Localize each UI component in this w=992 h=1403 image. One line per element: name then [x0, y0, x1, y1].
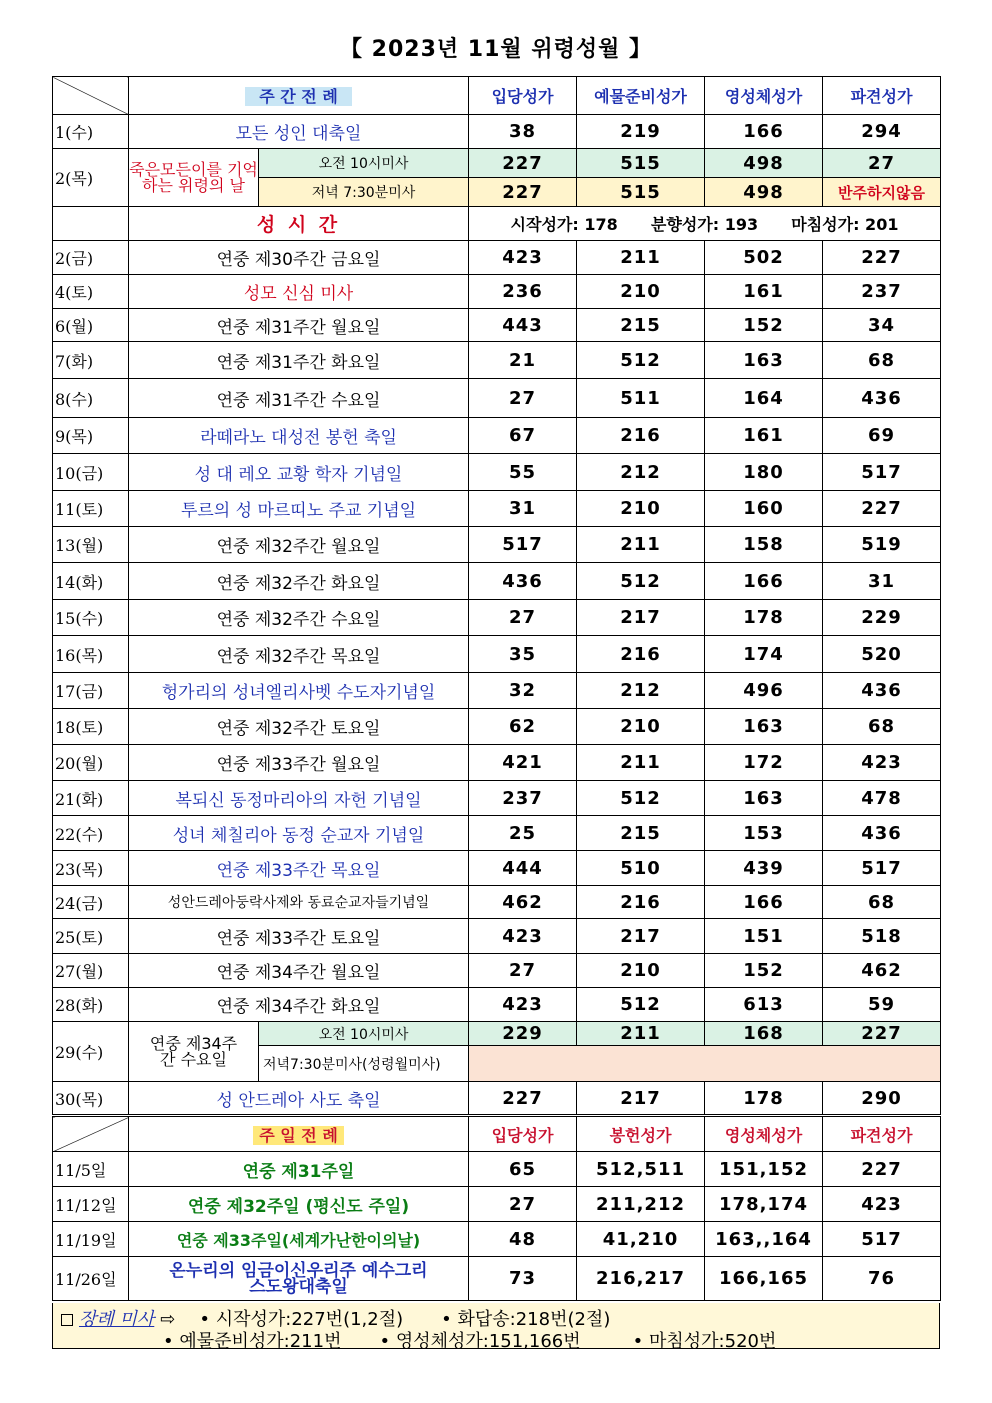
sunday-row [53, 1222, 941, 1257]
row-value: 161 [705, 275, 823, 309]
row-value: 227 [823, 491, 941, 527]
table-row [53, 527, 941, 563]
row-value: 512 [577, 563, 705, 600]
row-value: 290 [823, 1082, 941, 1116]
row-value: 166 [705, 563, 823, 600]
row-value: 443 [469, 309, 577, 342]
row-value: 69 [823, 418, 941, 454]
row-value: 38 [469, 115, 577, 149]
row-liturgy: 연중 제32주간 수요일 [129, 600, 469, 636]
row-value: 163,,164 [705, 1222, 823, 1257]
row-value: 227 [823, 241, 941, 275]
row-date: 30(목) [53, 1082, 129, 1116]
row-value: 76 [823, 1257, 941, 1301]
row-value: 478 [823, 781, 941, 816]
row-date: 11/12일 [53, 1187, 129, 1222]
row-value: 163 [705, 709, 823, 745]
row-liturgy: 헝가리의 성녀엘리사벳 수도자기념일 [129, 673, 469, 709]
row-value: 512 [577, 342, 705, 379]
header-corner [53, 77, 129, 115]
row-date: 25(토) [53, 919, 129, 954]
row-value: 229 [823, 600, 941, 636]
row-date: 23(목) [53, 851, 129, 886]
row-value: 27 [469, 600, 577, 636]
row-date: 9(목) [53, 418, 129, 454]
table-row [53, 1082, 941, 1116]
row-liturgy: 복되신 동정마리아의 자헌 기념일 [129, 781, 469, 816]
row-value: 216 [577, 886, 705, 919]
row-liturgy: 연중 제32주간 목요일 [129, 636, 469, 673]
table-row [53, 342, 941, 379]
row-date: 8(수) [53, 379, 129, 418]
header-corner [53, 1116, 129, 1152]
sunday-col-header: 영성체성가 [705, 1116, 823, 1152]
row-value: 67 [469, 418, 577, 454]
row-value: 210 [577, 954, 705, 988]
row-value: 68 [823, 886, 941, 919]
row-date: 20(월) [53, 745, 129, 781]
row-value: 168 [705, 1022, 823, 1046]
table-row [53, 816, 941, 851]
empty-cell [469, 1046, 941, 1082]
row-value: 496 [705, 673, 823, 709]
sunday-col-header: 파견성가 [823, 1116, 941, 1152]
page-title: 【 2023년 11월 위령성월 】 [340, 37, 652, 62]
row-value: 25 [469, 816, 577, 851]
row-liturgy: 연중 제31주일 [129, 1152, 469, 1187]
sunday-row [53, 1152, 941, 1187]
row-liturgy: 연중 제30주간 금요일 [129, 241, 469, 275]
row-value: 166 [705, 886, 823, 919]
row-value: 73 [469, 1257, 577, 1301]
table-row [53, 275, 941, 309]
row-value: 174 [705, 636, 823, 673]
row-value: 151 [705, 919, 823, 954]
holy-hour-incense: 분향성가: 193 [650, 215, 759, 234]
funeral-item: • 마침성가:520번 [632, 1331, 777, 1352]
funeral-item: • 영성체성가:151,166번 [379, 1331, 581, 1352]
row-date: 29(수) [53, 1022, 129, 1082]
row-liturgy: 연중 제33주일(세계가난한이의날) [129, 1222, 469, 1257]
row-value: 34 [823, 309, 941, 342]
row-value: 211 [577, 527, 705, 563]
row-value: 227 [469, 149, 577, 178]
row-liturgy: 연중 제34주간 화요일 [129, 988, 469, 1022]
row-liturgy: 온누리의 임금이신우리주 예수그리스도왕대축일 [129, 1257, 469, 1301]
row-value: 219 [577, 115, 705, 149]
row-liturgy: 성 대 레오 교황 학자 기념일 [129, 454, 469, 491]
row-value: 180 [705, 454, 823, 491]
row-date: 13(월) [53, 527, 129, 563]
row-value: 423 [823, 1187, 941, 1222]
row-value: 59 [823, 988, 941, 1022]
row-value: 212 [577, 673, 705, 709]
row-value: 227 [469, 1082, 577, 1116]
row-value: 462 [823, 954, 941, 988]
row-value: 163 [705, 781, 823, 816]
table-row [53, 241, 941, 275]
sunday-row [53, 1187, 941, 1222]
row-date: 4(토) [53, 275, 129, 309]
row-date: 6(월) [53, 309, 129, 342]
row-value: 21 [469, 342, 577, 379]
row-value: 227 [469, 178, 577, 207]
row-date: 24(금) [53, 886, 129, 919]
row-value: 511 [577, 379, 705, 418]
row-value: 211 [577, 241, 705, 275]
row-value: 166,165 [705, 1257, 823, 1301]
row-value: 423 [823, 745, 941, 781]
row-value: 510 [577, 851, 705, 886]
row-value: 68 [823, 709, 941, 745]
row-value: 236 [469, 275, 577, 309]
row-date: 17(금) [53, 673, 129, 709]
row-value: 436 [469, 563, 577, 600]
row-value: 613 [705, 988, 823, 1022]
row-value: 512,511 [577, 1152, 705, 1187]
table-row [53, 563, 941, 600]
row-liturgy: 성안드레아둥락사제와 동료순교자들기념일 [129, 886, 469, 919]
table-row [53, 379, 941, 418]
row-value: 229 [469, 1022, 577, 1046]
row-value: 31 [469, 491, 577, 527]
row-liturgy: 연중 제34주간 월요일 [129, 954, 469, 988]
row-value: 436 [823, 379, 941, 418]
row-value: 217 [577, 919, 705, 954]
funeral-mass-link[interactable]: 장례 미사 [79, 1309, 155, 1330]
row-date: 16(목) [53, 636, 129, 673]
row-value: 515 [577, 149, 705, 178]
holy-hour-start: 시작성가: 178 [510, 215, 618, 234]
funeral-item: • 예물준비성가:211번 [163, 1331, 342, 1352]
row-value: 163 [705, 342, 823, 379]
table-row [53, 954, 941, 988]
row-value: 27 [469, 954, 577, 988]
row-value: 152 [705, 309, 823, 342]
row-date: 2(금) [53, 241, 129, 275]
row-value: 423 [469, 919, 577, 954]
table-row [53, 491, 941, 527]
row-value: 518 [823, 919, 941, 954]
table-row [53, 600, 941, 636]
row-liturgy: 성녀 체칠리아 동정 순교자 기념일 [129, 816, 469, 851]
table-row [53, 418, 941, 454]
row-value: 227 [823, 1022, 941, 1046]
row-value: 48 [469, 1222, 577, 1257]
row-value: 41,210 [577, 1222, 705, 1257]
row-date: 21(화) [53, 781, 129, 816]
row-date: 14(화) [53, 563, 129, 600]
row-date: 15(수) [53, 600, 129, 636]
row-value: 158 [705, 527, 823, 563]
row-value: 215 [577, 816, 705, 851]
row-value: 439 [705, 851, 823, 886]
weekday-header-label: 주 간 전 례 [245, 87, 352, 106]
row-value: 216 [577, 418, 705, 454]
row-value: 227 [823, 1152, 941, 1187]
table-row [53, 886, 941, 919]
sunday-col-header: 입당성가 [469, 1116, 577, 1152]
row-value: 515 [577, 178, 705, 207]
row-value: 62 [469, 709, 577, 745]
row-value: 423 [469, 241, 577, 275]
row-value: 65 [469, 1152, 577, 1187]
row-value: 517 [823, 454, 941, 491]
row-liturgy: 연중 제32주간 화요일 [129, 563, 469, 600]
row-value: 502 [705, 241, 823, 275]
mass-label: 저녁7:30분미사(성령월미사) [259, 1046, 469, 1082]
row-value: 31 [823, 563, 941, 600]
row-date: 11(토) [53, 491, 129, 527]
row-value: 462 [469, 886, 577, 919]
schedule-table [52, 76, 941, 1301]
row-value: 237 [469, 781, 577, 816]
table-row [53, 851, 941, 886]
row-liturgy: 연중 제32주간 토요일 [129, 709, 469, 745]
row-value: 215 [577, 309, 705, 342]
col-recessional: 파견성가 [823, 77, 941, 115]
row-liturgy: 연중 제33주간 목요일 [129, 851, 469, 886]
row-value: 164 [705, 379, 823, 418]
row-liturgy: 연중 제31주간 월요일 [129, 309, 469, 342]
row-value: 211 [577, 1022, 705, 1046]
mass-label: 오전 10시미사 [259, 149, 469, 178]
row-liturgy: 연중 제34주간 수요일 [129, 1022, 259, 1082]
sunday-col-header: 봉헌성가 [577, 1116, 705, 1152]
row-value: 498 [705, 178, 823, 207]
funeral-mass-note [52, 1303, 940, 1352]
row-value: 519 [823, 527, 941, 563]
row-value: 55 [469, 454, 577, 491]
row-value: 498 [705, 149, 823, 178]
row-value: 517 [469, 527, 577, 563]
row-value: 512 [577, 781, 705, 816]
row-value: 27 [469, 1187, 577, 1222]
row-value: 517 [823, 851, 941, 886]
table-row [53, 781, 941, 816]
row-value: 512 [577, 988, 705, 1022]
col-offertory: 예물준비성가 [577, 77, 705, 115]
col-communion: 영성체성가 [705, 77, 823, 115]
row-liturgy: 성모 신심 미사 [129, 275, 469, 309]
row-value: 178,174 [705, 1187, 823, 1222]
row-date: 11/5일 [53, 1152, 129, 1187]
table-row [53, 745, 941, 781]
row-date: 18(토) [53, 709, 129, 745]
table-row [53, 309, 941, 342]
row-date: 27(월) [53, 954, 129, 988]
row-value: 436 [823, 816, 941, 851]
row-value: 212 [577, 454, 705, 491]
checkbox-icon [61, 1314, 73, 1326]
row-liturgy: 모든 성인 대축일 [129, 115, 469, 149]
accompaniment-note: 반주하지않음 [823, 178, 941, 207]
table-row [53, 709, 941, 745]
row-value: 152 [705, 954, 823, 988]
row-value: 160 [705, 491, 823, 527]
row-value: 217 [577, 600, 705, 636]
sunday-header-row [53, 1116, 941, 1152]
table-row [53, 149, 941, 178]
row-value: 217 [577, 1082, 705, 1116]
row-date: 11/26일 [53, 1257, 129, 1301]
table-row [53, 988, 941, 1022]
row-value: 153 [705, 816, 823, 851]
row-date: 2(목) [53, 149, 129, 207]
mass-label: 오전 10시미사 [259, 1022, 469, 1046]
row-date: 1(수) [53, 115, 129, 149]
mass-label: 저녁 7:30분미사 [259, 178, 469, 207]
row-value: 423 [469, 988, 577, 1022]
row-value: 178 [705, 1082, 823, 1116]
holy-hour-end: 마침성가: 201 [791, 215, 899, 234]
table-row [53, 1022, 941, 1046]
row-value: 32 [469, 673, 577, 709]
row-value: 517 [823, 1222, 941, 1257]
row-date: 11/19일 [53, 1222, 129, 1257]
funeral-item: • 화답송:218번(2절) [441, 1309, 611, 1330]
sunday-header-label: 주 일 전 례 [253, 1126, 344, 1145]
table-row [53, 115, 941, 149]
row-liturgy: 연중 제31주간 화요일 [129, 342, 469, 379]
row-value: 166 [705, 115, 823, 149]
row-liturgy: 연중 제32주일 (평신도 주일) [129, 1187, 469, 1222]
table-row [53, 673, 941, 709]
holy-hour-row [53, 207, 941, 241]
table-row [53, 636, 941, 673]
row-date: 7(화) [53, 342, 129, 379]
sunday-header-cell [129, 1116, 469, 1152]
row-value: 178 [705, 600, 823, 636]
row-liturgy: 투르의 성 마르띠노 주교 기념일 [129, 491, 469, 527]
row-liturgy: 죽은모든이를 기억하는 위령의 날 [129, 149, 259, 207]
row-value: 68 [823, 342, 941, 379]
row-date: 22(수) [53, 816, 129, 851]
row-value: 520 [823, 636, 941, 673]
table-row [53, 454, 941, 491]
row-value: 436 [823, 673, 941, 709]
table-row [53, 919, 941, 954]
col-entrance: 입당성가 [469, 77, 577, 115]
row-value: 161 [705, 418, 823, 454]
row-liturgy: 연중 제33주간 토요일 [129, 919, 469, 954]
row-value: 237 [823, 275, 941, 309]
row-value: 294 [823, 115, 941, 149]
weekday-header-row [53, 77, 941, 115]
sunday-row [53, 1257, 941, 1301]
row-liturgy: 라떼라노 대성전 봉헌 축일 [129, 418, 469, 454]
row-value: 27 [469, 379, 577, 418]
row-value: 421 [469, 745, 577, 781]
row-value: 216,217 [577, 1257, 705, 1301]
row-value: 211,212 [577, 1187, 705, 1222]
row-value: 35 [469, 636, 577, 673]
row-date: 10(금) [53, 454, 129, 491]
funeral-item: • 시작성가:227번(1,2절) [199, 1309, 404, 1330]
row-date: 28(화) [53, 988, 129, 1022]
row-value: 210 [577, 275, 705, 309]
arrow-icon: ⇨ [160, 1309, 176, 1330]
row-value: 172 [705, 745, 823, 781]
row-value: 444 [469, 851, 577, 886]
row-liturgy: 연중 제32주간 월요일 [129, 527, 469, 563]
row-value: 210 [577, 491, 705, 527]
holy-hour-label: 성 시 간 [129, 207, 469, 241]
row-liturgy: 연중 제31주간 수요일 [129, 379, 469, 418]
row-value: 151,152 [705, 1152, 823, 1187]
row-liturgy: 성 안드레아 사도 축일 [129, 1082, 469, 1116]
row-value: 216 [577, 636, 705, 673]
row-liturgy: 연중 제33주간 월요일 [129, 745, 469, 781]
row-value: 211 [577, 745, 705, 781]
row-value: 210 [577, 709, 705, 745]
row-value: 27 [823, 149, 941, 178]
